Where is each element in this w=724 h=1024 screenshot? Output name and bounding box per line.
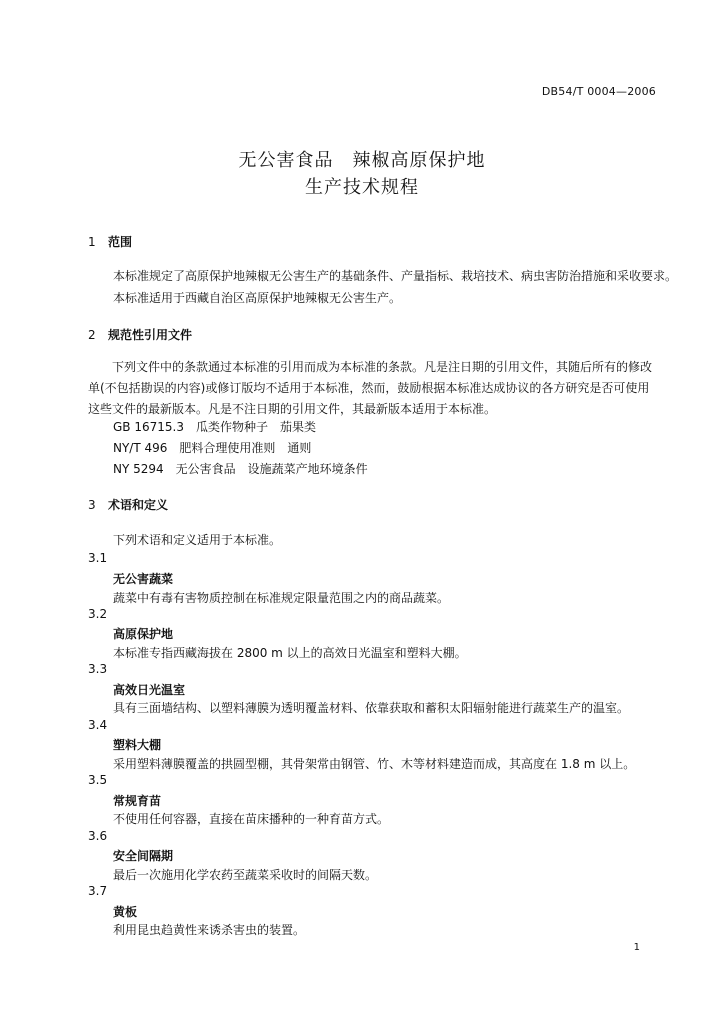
term-title: 高原保护地 — [113, 627, 174, 641]
title-line-2: 生产技术规程 — [305, 177, 419, 198]
term-title: 高效日光温室 — [113, 683, 186, 697]
term-definition: 具有三面墙结构、以塑料薄膜为透明覆盖材料、依靠获取和蓄积太阳辐射能进行蔬菜生产的温室。 — [113, 701, 630, 715]
title-line-1: 无公害食品 辣椒高原保护地 — [238, 150, 486, 171]
term-number: 3.2 — [88, 607, 108, 621]
term-number: 3.6 — [88, 829, 108, 843]
page-number: 1 — [633, 942, 640, 953]
term-title: 安全间隔期 — [113, 849, 174, 863]
term-definition: 采用塑料薄膜覆盖的拱圆型棚，其骨架常由钢管、竹、木等材料建造而成，其高度在 1.8 m 以上。 — [113, 757, 636, 771]
term-definition: 不使用任何容器，直接在苗床播种的一种育苗方式。 — [113, 812, 390, 826]
section-title: 范围 — [108, 235, 133, 249]
section-1-paragraph-1: 本标准规定了高原保护地辣椒无公害生产的基础条件、产量指标、栽培技术、病虫害防治措施和采收要求。 — [113, 269, 678, 283]
document-code: DB54/T 0004—2006 — [541, 85, 656, 98]
section-title: 规范性引用文件 — [108, 328, 193, 342]
section-number: 3 — [88, 498, 96, 512]
term-number: 3.4 — [88, 718, 108, 732]
term-number: 3.3 — [88, 662, 108, 676]
section-1-paragraph-2: 本标准适用于西藏自治区高原保护地辣椒无公害生产。 — [113, 291, 402, 305]
reference-item: NY/T 496 肥料合理使用准则 通则 — [113, 441, 312, 455]
term-title: 塑料大棚 — [113, 738, 162, 752]
section-title: 术语和定义 — [108, 498, 169, 512]
section-number: 1 — [88, 235, 96, 249]
term-definition: 蔬菜中有毒有害物质控制在标准规定限量范围之内的商品蔬菜。 — [113, 591, 450, 605]
reference-item: GB 16715.3 瓜类作物种子 茄果类 — [113, 420, 316, 434]
term-number: 3.7 — [88, 884, 108, 898]
section-1-heading — [88, 233, 132, 250]
reference-item: NY 5294 无公害食品 设施蔬菜产地环境条件 — [113, 462, 368, 476]
term-definition: 最后一次施用化学农药至蔬菜采收时的间隔天数。 — [113, 868, 378, 882]
section-3-heading — [88, 496, 168, 513]
term-number: 3.5 — [88, 773, 108, 787]
section-number: 2 — [88, 328, 96, 342]
term-title: 黄板 — [113, 905, 138, 919]
term-definition: 本标准专指西藏海拔在 2800 m 以上的高效日光温室和塑料大棚。 — [113, 646, 467, 660]
term-number: 3.1 — [88, 551, 108, 565]
term-title: 无公害蔬菜 — [113, 572, 174, 586]
term-title: 常规育苗 — [113, 794, 162, 808]
section-3-intro: 下列术语和定义适用于本标准。 — [113, 533, 282, 547]
term-definition: 利用昆虫趋黄性来诱杀害虫的装置。 — [113, 923, 306, 937]
section-2-heading — [88, 326, 192, 343]
section-2-paragraph: 下列文件中的条款通过本标准的引用而成为本标准的条款。凡是注日期的引用文件，其随后所有的修改单(不包括勘误的内容)或修订版均不适用于本标准，然而，鼓励根据本标准达成协议的各方研究是否可使用这些文件的最新版本。凡是不注日期的引用文件，其最新版本适用于本标准。 — [88, 360, 653, 416]
